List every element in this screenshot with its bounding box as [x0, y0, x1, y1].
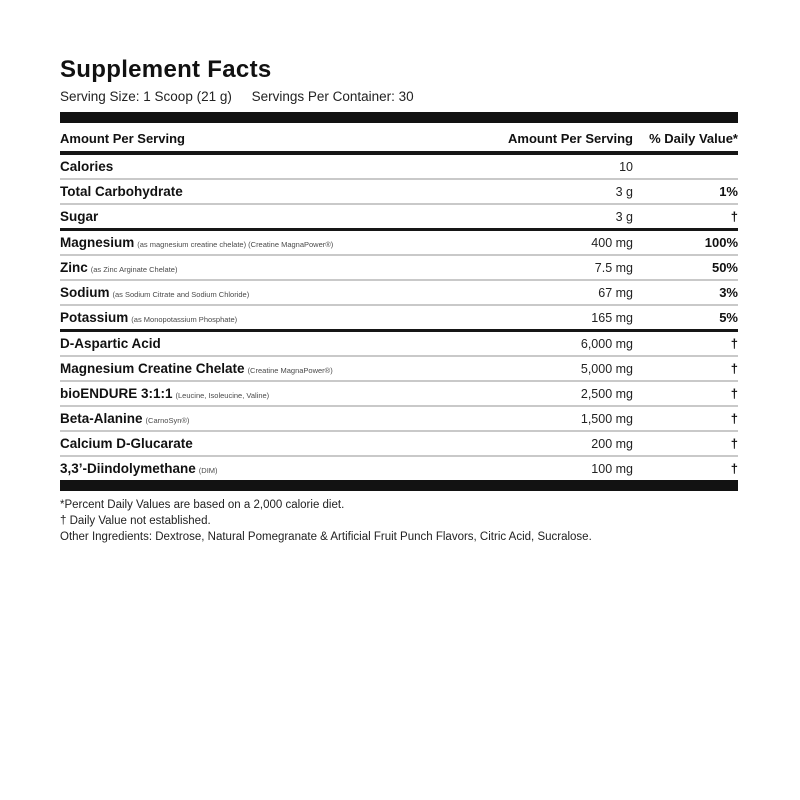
nutrient-note: (as magnesium creatine chelate) (Creatine MagnaPower®)	[137, 239, 334, 249]
nutrient-name: Total Carbohydrate	[60, 183, 183, 199]
nutrient-daily-value: †	[730, 336, 738, 351]
nutrient-name: Zinc	[60, 259, 88, 275]
header-amount-per-serving-right: Amount Per Serving	[508, 131, 633, 146]
nutrient-daily-value: 100%	[704, 235, 738, 250]
nutrient-name: Magnesium Creatine Chelate	[60, 360, 245, 376]
nutrient-rows	[60, 155, 738, 480]
nutrient-name: 3,3’-Diindolymethane	[60, 460, 196, 476]
nutrient-row	[60, 180, 738, 203]
nutrient-row	[60, 256, 738, 279]
nutrient-amount: 5,000 mg	[580, 361, 633, 376]
nutrient-name: Beta-Alanine	[60, 410, 143, 426]
nutrient-row	[60, 407, 738, 430]
nutrient-row	[60, 432, 738, 455]
top-thick-bar	[60, 112, 738, 123]
nutrient-amount: 3 g	[615, 184, 633, 199]
nutrient-amount: 165 mg	[591, 310, 633, 325]
nutrient-name: Magnesium	[60, 234, 135, 250]
nutrient-amount: 6,000 mg	[580, 336, 633, 351]
nutrient-amount: 200 mg	[591, 436, 633, 451]
bottom-thick-bar	[60, 480, 738, 491]
nutrient-daily-value: 5%	[719, 310, 738, 325]
header-percent-daily-value: % Daily Value*	[649, 131, 738, 146]
nutrient-amount: 67 mg	[598, 285, 633, 300]
nutrient-name: Sodium	[60, 284, 110, 300]
footnotes	[60, 491, 738, 545]
nutrient-name: Calories	[60, 158, 114, 174]
nutrient-amount: 3 g	[615, 209, 633, 224]
footnote-other-ingredients: Other Ingredients: Dextrose, Natural Pomegranate & Artificial Fruit Punch Flavors, Citric Acid, Sucralose.	[60, 531, 592, 543]
nutrient-note: (as Monopotassium Phosphate)	[131, 314, 238, 324]
nutrient-name: Potassium	[60, 309, 129, 325]
nutrient-daily-value: †	[730, 436, 738, 451]
header-amount-per-serving-left: Amount Per Serving	[60, 131, 185, 146]
nutrient-note: (as Zinc Arginate Chelate)	[90, 264, 178, 274]
nutrient-daily-value: †	[730, 361, 738, 376]
nutrient-daily-value: †	[730, 461, 738, 476]
nutrient-row	[60, 306, 738, 329]
footnote-dagger: † Daily Value not established.	[60, 515, 211, 527]
nutrient-row	[60, 155, 738, 178]
nutrient-daily-value: †	[730, 386, 738, 401]
nutrient-daily-value: †	[730, 209, 738, 224]
nutrient-note: (Creatine MagnaPower®)	[247, 365, 333, 375]
nutrient-row	[60, 231, 738, 254]
nutrient-amount: 400 mg	[591, 235, 633, 250]
nutrient-amount: 1,500 mg	[580, 411, 633, 426]
nutrient-name: Calcium D-Glucarate	[60, 435, 193, 451]
nutrient-note: (CarnoSyn®)	[145, 415, 190, 425]
serving-info	[60, 89, 738, 104]
nutrient-row	[60, 205, 738, 228]
nutrient-amount: 7.5 mg	[594, 260, 633, 275]
nutrient-name: D-Aspartic Acid	[60, 335, 161, 351]
nutrient-row	[60, 281, 738, 304]
label-title: Supplement Facts	[60, 56, 272, 83]
nutrient-daily-value: 50%	[711, 260, 738, 275]
supplement-facts-label	[60, 56, 738, 545]
nutrient-row	[60, 332, 738, 355]
servings-per-container: Servings Per Container: 30	[251, 89, 414, 104]
nutrient-row	[60, 357, 738, 380]
nutrient-note: (as Sodium Citrate and Sodium Chloride)	[112, 289, 250, 299]
nutrient-daily-value: 3%	[719, 285, 738, 300]
nutrient-amount: 10	[619, 159, 633, 174]
table-header-row	[60, 123, 738, 151]
nutrient-daily-value: 1%	[719, 184, 738, 199]
nutrient-row	[60, 382, 738, 405]
footnote-daily-values: *Percent Daily Values are based on a 2,000 calorie diet.	[60, 499, 345, 511]
nutrient-name: bioENDURE 3:1:1	[60, 385, 173, 401]
nutrient-note: (Leucine, Isoleucine, Valine)	[175, 390, 270, 400]
nutrient-daily-value: †	[730, 411, 738, 426]
serving-size: Serving Size: 1 Scoop (21 g)	[60, 89, 232, 104]
nutrient-name: Sugar	[60, 208, 99, 224]
nutrient-note: (DIM)	[198, 465, 218, 475]
nutrient-row	[60, 457, 738, 480]
nutrient-amount: 2,500 mg	[580, 386, 633, 401]
nutrient-amount: 100 mg	[591, 461, 633, 476]
